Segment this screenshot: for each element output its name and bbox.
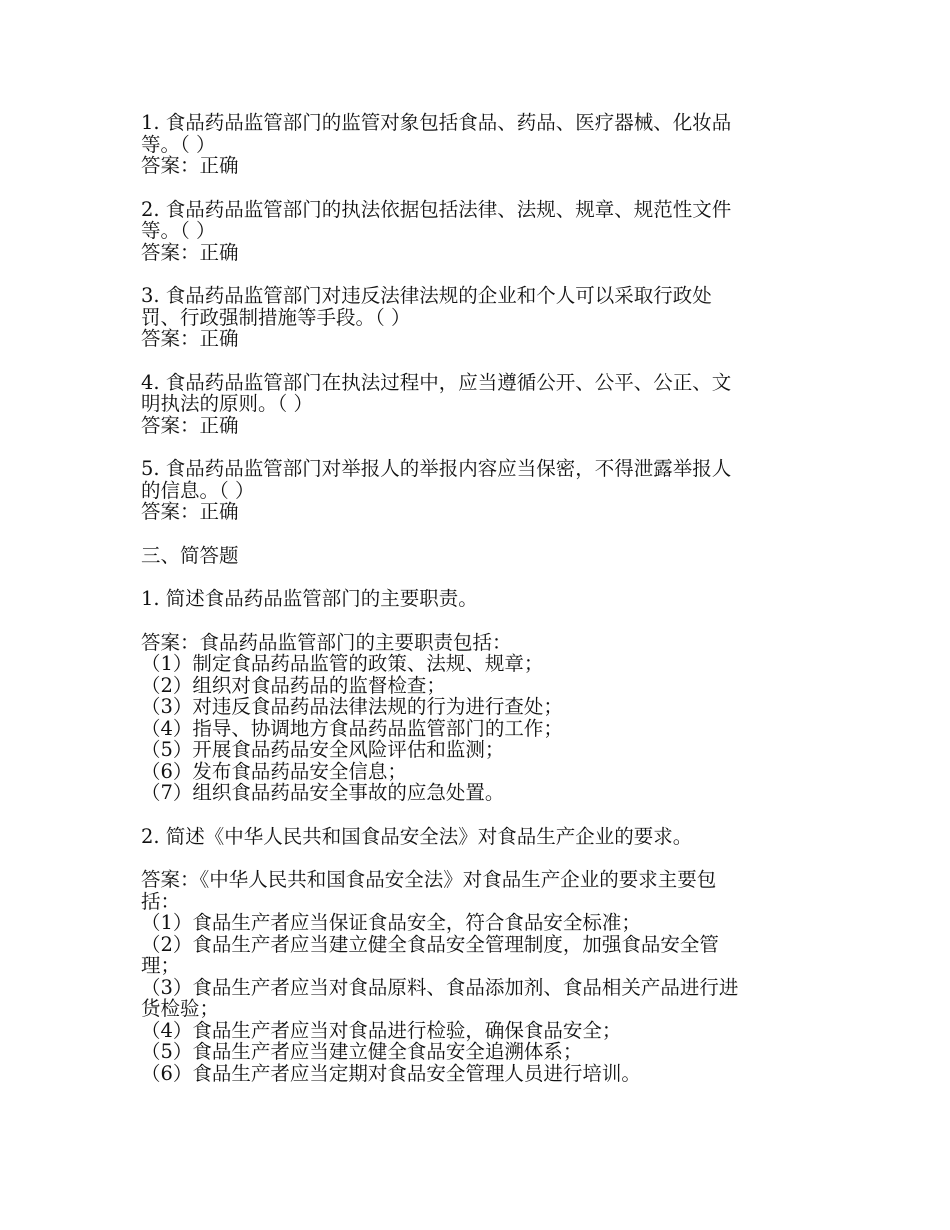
short-answer-line: （2）组织对食品药品的监督检查； bbox=[141, 673, 446, 697]
spacer bbox=[141, 566, 821, 588]
tf-question-line: 等。（ ） bbox=[141, 132, 216, 156]
short-answer-line: （4）食品生产者应当对食品进行检验，确保食品安全； bbox=[141, 1018, 622, 1042]
short-question: 2. 简述《中华人民共和国食品安全法》对食品生产企业的要求。 bbox=[141, 824, 693, 848]
tf-answer: 答案：正确 bbox=[141, 154, 239, 177]
spacer bbox=[141, 177, 821, 199]
short-answer-line: （1）食品生产者应当保证食品安全，符合食品安全标准； bbox=[141, 911, 641, 934]
tf-answer: 答案：正确 bbox=[141, 240, 239, 264]
tf-question-line: 的信息。（ ） bbox=[141, 478, 255, 502]
spacer bbox=[141, 523, 821, 545]
short-answer-block bbox=[141, 632, 821, 804]
short-answer-line: 答案：《中华人民共和国食品安全法》对食品生产企业的要求主要包 bbox=[141, 868, 717, 891]
short-answer-line: （3）对违反食品药品法律法规的行为进行查处； bbox=[141, 695, 563, 718]
spacer bbox=[141, 350, 821, 372]
tf-question-line: 5. 食品药品监管部门对举报人的举报内容应当保密，不得泄露举报人 bbox=[141, 457, 732, 480]
tf-question-block bbox=[141, 285, 821, 350]
short-answer-line: （5）食品生产者应当建立健全食品安全追溯体系； bbox=[141, 1040, 583, 1063]
short-answer-line: （7）组织食品药品安全事故的应急处置。 bbox=[141, 781, 505, 804]
short-answer-line: （6）发布食品药品安全信息； bbox=[141, 759, 407, 783]
tf-question-line: 明执法的原则。（ ） bbox=[141, 392, 313, 415]
tf-question-block bbox=[141, 458, 821, 523]
short-question: 1. 简述食品药品监管部门的主要职责。 bbox=[141, 587, 478, 610]
document-page bbox=[141, 112, 821, 1084]
spacer bbox=[141, 263, 821, 285]
tf-question-line: 1. 食品药品监管部门的监管对象包括食品、药品、医疗器械、化妆品 bbox=[141, 111, 732, 134]
short-answer-line: 理； bbox=[141, 954, 181, 977]
short-answer-line: （3）食品生产者应当对食品原料、食品添加剂、食品相关产品进行进 bbox=[141, 975, 739, 999]
tf-question-block bbox=[141, 199, 821, 264]
short-answer-line: （5）开展食品药品安全风险评估和监测； bbox=[141, 738, 505, 761]
spacer bbox=[141, 436, 821, 458]
short-answer-line: （4）指导、协调地方食品药品监管部门的工作； bbox=[141, 716, 563, 740]
tf-question-line: 等。（ ） bbox=[141, 219, 216, 242]
tf-answer: 答案：正确 bbox=[141, 327, 239, 350]
short-answer-block bbox=[141, 869, 821, 1084]
short-answer-line: （1）制定食品药品监管的政策、法规、规章； bbox=[141, 652, 544, 675]
short-answer-line: 括： bbox=[141, 889, 181, 913]
tf-question-line: 3. 食品药品监管部门对违反法律法规的企业和个人可以采取行政处 bbox=[141, 284, 712, 307]
section-title: 三、简答题 bbox=[141, 543, 239, 567]
short-answer-line: 货检验； bbox=[141, 997, 220, 1020]
tf-question-line: 2. 食品药品监管部门的执法依据包括法律、法规、规章、规范性文件 bbox=[141, 197, 732, 221]
spacer bbox=[141, 847, 821, 869]
tf-answer: 答案：正确 bbox=[141, 500, 239, 523]
short-answer-line: （6）食品生产者应当定期对食品安全管理人员进行培训。 bbox=[141, 1061, 641, 1085]
tf-answer: 答案：正确 bbox=[141, 413, 239, 437]
tf-question-block bbox=[141, 372, 821, 437]
tf-question-line: 罚、行政强制措施等手段。（ ） bbox=[141, 305, 411, 329]
spacer bbox=[141, 610, 821, 632]
spacer bbox=[141, 804, 821, 826]
short-answer-line: 答案：食品药品监管部门的主要职责包括： bbox=[141, 630, 512, 654]
tf-question-line: 4. 食品药品监管部门在执法过程中，应当遵循公开、公平、公正、文 bbox=[141, 370, 732, 394]
short-answer-line: （2）食品生产者应当建立健全食品安全管理制度，加强食品安全管 bbox=[141, 932, 719, 956]
tf-question-block bbox=[141, 112, 821, 177]
